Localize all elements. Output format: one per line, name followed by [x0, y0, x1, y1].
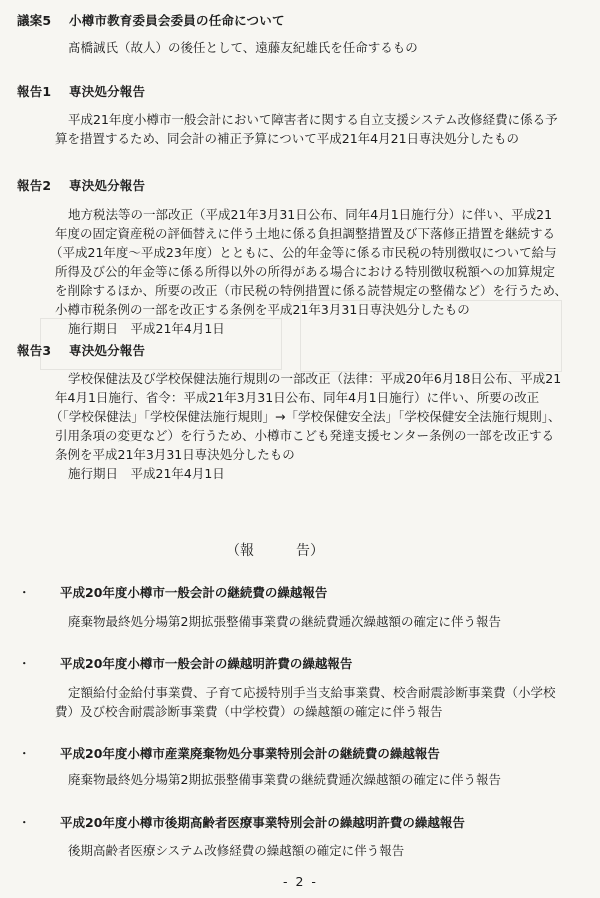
report-number: 報告3 [17, 343, 52, 358]
report-3-line: 引用条項の変更など）を行うため、小樽市こども発達支援センター条例の一部を改正する [55, 428, 555, 443]
report-number: 報告1 [17, 84, 52, 99]
report-2-effective-date: 施行期日 平成21年4月1日 [68, 321, 225, 336]
reports-section-label: （報 告） [226, 543, 324, 559]
agenda-title: 小樽市教育委員会委員の任命について [69, 13, 285, 28]
report-3-line: 学校保健法及び学校保健法施行規則の一部改正（法律：平成20年6月18日公布、平成21 [68, 371, 562, 386]
report-title: 専決処分報告 [69, 343, 146, 358]
carryover-report-heading [18, 585, 328, 601]
carryover-report-heading [18, 815, 465, 831]
carryover-report-line: 廃棄物最終処分場第2期拡張整備事業費の継続費逓次繰越額の確定に伴う報告 [68, 772, 501, 787]
report-title: 専決処分報告 [69, 178, 146, 193]
carryover-report-line: 後期高齢者医療システム改修経費の繰越額の確定に伴う報告 [68, 843, 405, 858]
report-number: 報告2 [17, 178, 52, 193]
carryover-report-heading [18, 656, 353, 672]
carryover-report-heading [18, 746, 440, 762]
agenda-number: 議案5 [17, 13, 52, 28]
bullet-marker: ・ [18, 585, 31, 600]
report-2-line: 地方税法等の一部改正（平成21年3月31日公布、同年4月1日施行分）に伴い、平成21 [68, 207, 553, 222]
report-1-line: 算を措置するため、同会計の補正予算について平成21年4月21日専決処分したもの [55, 131, 520, 146]
report-1-line: 平成21年度小樽市一般会計において障害者に関する自立支援システム改修経費に係る予 [68, 112, 558, 127]
report-2-line: 小樽市税条例の一部を改正する条例を平成21年3月31日専決処分したもの [55, 302, 470, 317]
report-3-line: 条例を平成21年3月31日専決処分したもの [55, 447, 295, 462]
agenda-body: 髙橋誠氏（故人）の後任として、遠藤友紀雄氏を任命するもの [68, 40, 418, 55]
report-2-line: （平成21年度～平成23年度）とともに、公的年金等に係る市民税の特別徴収について給与 [50, 245, 557, 260]
carryover-report-title: 平成20年度小樽市後期高齢者医療事業特別会計の繰越明許費の繰越報告 [60, 815, 465, 830]
report-2-line: 所得及び公的年金等に係る所得以外の所得がある場合における特別徴収税額への加算規定 [55, 264, 556, 279]
carryover-report-title: 平成20年度小樽市一般会計の繰越明許費の繰越報告 [60, 656, 353, 671]
report-2-line: 年度の固定資産税の評価替えに伴う土地に係る負担調整措置及び下落修正措置を継続する [55, 226, 556, 241]
bullet-marker: ・ [18, 656, 31, 671]
report-2-line: を削除するほか、所要の改正（市民税の特例措置に係る読替規定の整備など）を行うため、 [55, 283, 568, 298]
carryover-report-title: 平成20年度小樽市産業廃棄物処分事業特別会計の継続費の繰越報告 [60, 746, 440, 761]
report-3-effective-date: 施行期日 平成21年4月1日 [68, 466, 225, 481]
report-3-line: 年4月1日施行、省令：平成21年3月31日公布、同年4月1日施行）に伴い、所要の改正 [55, 390, 540, 405]
agenda-5-heading [17, 13, 285, 29]
report-1-heading [17, 84, 145, 100]
carryover-report-line: 定額給付金給付事業費、子育て応援特別手当支給事業費、校舎耐震診断事業費（小学校 [68, 685, 556, 700]
page-number: - 2 - [283, 874, 318, 889]
bullet-marker: ・ [18, 815, 31, 830]
report-title: 専決処分報告 [69, 84, 146, 99]
report-2-heading [17, 178, 145, 194]
bullet-marker: ・ [18, 746, 31, 761]
report-3-line: （「学校保健法」「学校保健法施行規則」→「学校保健安全法」「学校保健安全法施行規則」、 [50, 409, 561, 424]
carryover-report-title: 平成20年度小樽市一般会計の継続費の繰越報告 [60, 585, 328, 600]
carryover-report-line: 廃棄物最終処分場第2期拡張整備事業費の継続費逓次繰越額の確定に伴う報告 [68, 614, 501, 629]
carryover-report-line: 費）及び校舎耐震診断事業費（中学校費）の繰越額の確定に伴う報告 [55, 704, 443, 719]
report-3-heading [17, 343, 145, 359]
